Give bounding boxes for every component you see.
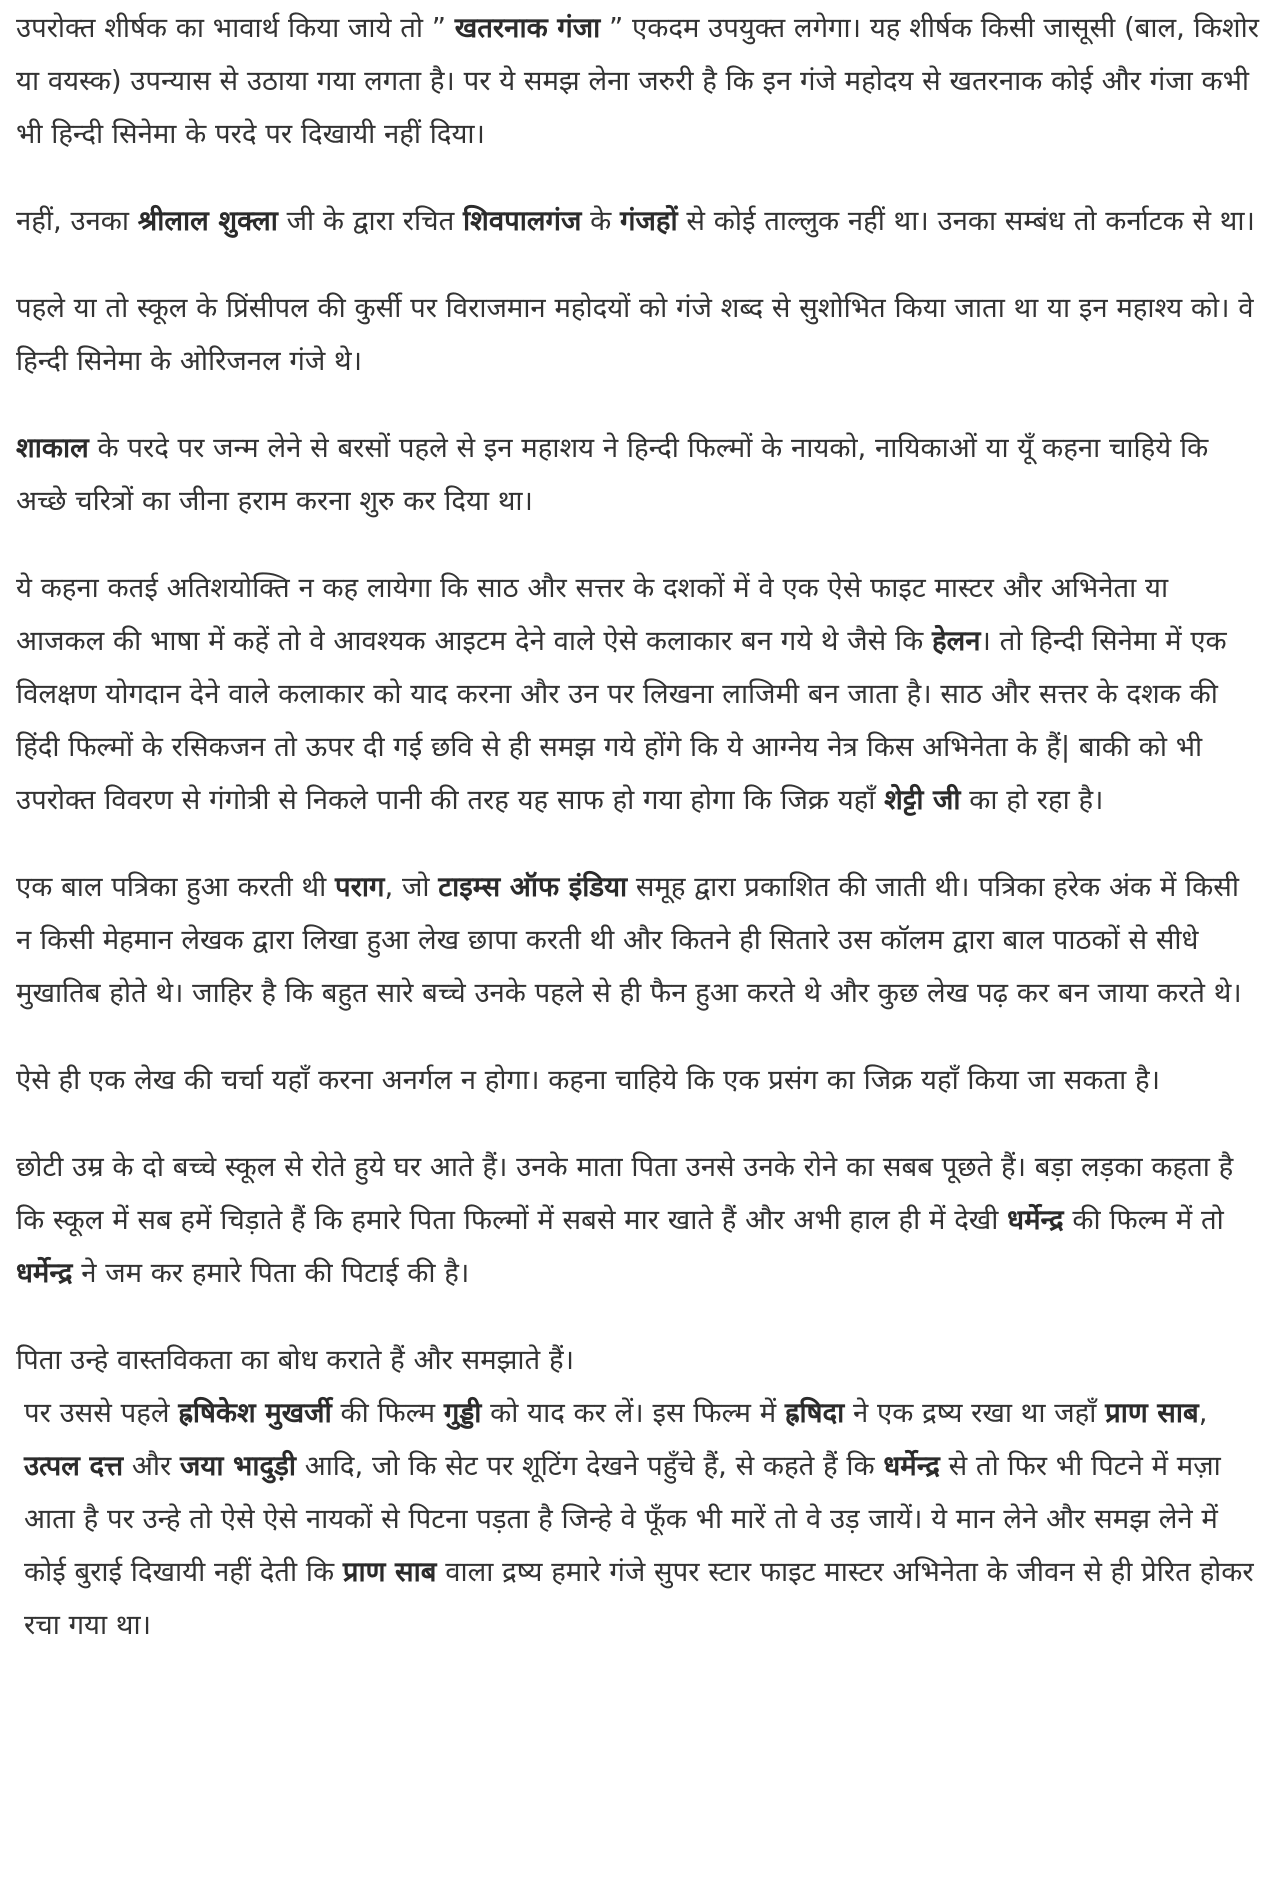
bold-term: शिवपालगंज xyxy=(463,205,582,237)
paragraph-text: की फिल्म xyxy=(331,1397,444,1429)
paragraph-2 xyxy=(16,195,1260,248)
paragraph-text: के xyxy=(581,205,621,237)
paragraph-3 xyxy=(16,282,1260,388)
bold-term: धर्मेन्द्र xyxy=(16,1257,73,1289)
paragraph-text: ये कहना कतई अतिशयोक्ति न कह लायेगा कि साठ और सत्तर के दशकों में वे एक ऐसे फाइट मास्टर और अभिनेता या आजकल की भाषा में कहें तो वे आवश्यक आइटम देने वाले ऐसे कलाकार बन गये थे जैसे कि xyxy=(16,572,1169,657)
paragraph-text: छोटी उम्र के दो बच्चे स्कूल से रोते हुये घर आते हैं। उनके माता पिता उनसे उनके रोने का सबब पूछते हैं। बड़ा लड़का कहता है कि स्कूल में सब हमें चिड़ाते हैं कि हमारे पिता फिल्मों में सबसे मार खाते हैं और अभी हाल ही में देखी xyxy=(16,1151,1234,1236)
paragraph-text: ने एक द्रष्य रखा था जहाँ xyxy=(844,1397,1106,1429)
paragraph-text: ऐसे ही एक लेख की चर्चा यहाँ करना अनर्गल न होगा। कहना चाहिये कि एक प्रसंग का जिक्र यहाँ किया जा सकता है। xyxy=(16,1064,1161,1096)
bold-term: धर्मेन्द्र xyxy=(883,1450,940,1482)
paragraph-4 xyxy=(16,422,1260,528)
bold-term: पराग xyxy=(334,871,385,903)
paragraph-text: के परदे पर जन्म लेने से बरसों पहले से इन महाशय ने हिन्दी फिल्मों के नायको, नायिकाओं या यूँ कहना चाहिये कि अच्छे चरित्रों का जीना हराम करना शुरु कर दिया था। xyxy=(16,432,1209,517)
paragraph-6 xyxy=(16,861,1260,1020)
bold-term: उत्पल दत्त xyxy=(24,1450,124,1482)
paragraph-text: का हो रहा है। xyxy=(960,784,1104,816)
paragraph-text: समूह द्वारा प्रकाशित की जाती थी। पत्रिका हरेक अंक में किसी न किसी मेहमान लेखक द्वारा लिखा हुआ लेख छापा करती थी और कितने ही सितारे उस कॉलम द्वारा बाल पाठकों से सीधे मुखातिब होते थे। जाहिर है कि बहुत सारे बच्चे उनके पहले से ही फैन हुआ करते थे और कुछ लेख पढ़ कर बन जाया करते थे। xyxy=(16,871,1242,1009)
paragraph-10 xyxy=(16,1387,1260,1652)
paragraph-text: जी के द्वारा रचित xyxy=(277,205,464,237)
paragraph-1 xyxy=(16,2,1260,161)
paragraph-text: और xyxy=(123,1450,180,1482)
bold-term: खतरनाक गंजा xyxy=(454,12,601,44)
article-body xyxy=(16,2,1260,1652)
paragraph-text: आदि, जो कि सेट पर शूटिंग देखने पहुँचे हैं, से कहते हैं कि xyxy=(295,1450,884,1482)
paragraph-text: उपरोक्त शीर्षक का भावार्थ किया जाये तो ” xyxy=(16,12,455,44)
paragraph-9 xyxy=(16,1334,1260,1387)
bold-term: ह्रषिकेश मुखर्जी xyxy=(178,1397,332,1429)
bold-term: शेट्टी जी xyxy=(884,784,961,816)
bold-term: गुड्डी xyxy=(443,1397,482,1429)
bold-term: ह्रषिदा xyxy=(784,1397,845,1429)
paragraph-text: , xyxy=(1198,1397,1208,1429)
paragraph-5 xyxy=(16,562,1260,827)
paragraph-text: पिता उन्हे वास्तविकता का बोध कराते हैं और समझाते हैं। xyxy=(16,1344,574,1376)
paragraph-text: पहले या तो स्कूल के प्रिंसीपल की कुर्सी पर विराजमान महोदयों को गंजे शब्द से सुशोभित किया जाता था या इन महाश्य को। वे हिन्दी सिनेमा के ओरिजनल गंजे थे। xyxy=(16,292,1254,377)
paragraph-text: पर उससे पहले xyxy=(24,1397,179,1429)
paragraph-text: । तो हिन्दी सिनेमा में एक विलक्षण योगदान देने वाले कलाकार को याद करना और उन पर लिखना लाजिमी बन जाता है। साठ और सत्तर के दशक की हिंदी फिल्मों के रसिकजन तो ऊपर दी गई छवि से ही समझ गये होंगे कि ये आग्नेय नेत्र किस अभिनेता के हैं| बाकी को भी उपरोक्त विवरण से गंगोत्री से निकले पानी की तरह यह साफ हो गया होगा कि जिक्र यहाँ xyxy=(16,625,1227,816)
bold-term: टाइम्स ऑफ इंडिया xyxy=(438,871,628,903)
paragraph-text: से तो फिर भी पिटने में मज़ा आता है पर उन्हे तो ऐसे ऐसे नायकों से पिटना पड़ता है जिन्हे वे फूँक भी मारें तो वे उड़ जायें। ये मान लेने और समझ लेने में कोई बुराई दिखायी नहीं देती कि xyxy=(24,1450,1221,1588)
bold-term: गंजहों xyxy=(620,205,678,237)
paragraph-text: एक बाल पत्रिका हुआ करती थी xyxy=(16,871,335,903)
bold-term: प्राण साब xyxy=(342,1556,437,1588)
bold-term: श्रीलाल शुक्ला xyxy=(137,205,278,237)
paragraph-text: की फिल्म में तो xyxy=(1063,1204,1224,1236)
bold-term: शाकाल xyxy=(16,432,89,464)
paragraph-8 xyxy=(16,1141,1260,1300)
paragraph-text: नहीं, उनका xyxy=(16,205,138,237)
paragraph-7 xyxy=(16,1054,1260,1107)
paragraph-text: को याद कर लें। इस फिल्म में xyxy=(481,1397,785,1429)
bold-term: हेलन xyxy=(931,625,981,657)
paragraph-text: से कोई ताल्लुक नहीं था। उनका सम्बंध तो कर्नाटक से था। xyxy=(677,205,1255,237)
paragraph-text: , जो xyxy=(384,871,439,903)
bold-term: प्राण साब xyxy=(1105,1397,1199,1429)
paragraph-text: वाला द्रष्य हमारे गंजे सुपर स्टार फाइट मास्टर अभिनेता के जीवन से ही प्रेरित होकर रचा गया था। xyxy=(24,1556,1254,1641)
bold-term: धर्मेन्द्र xyxy=(1007,1204,1064,1236)
paragraph-text: ” एकदम उपयुक्त लगेगा। यह शीर्षक किसी जासूसी (बाल, किशोर या वयस्क) उपन्यास से उठाया गया लगता है। पर ये समझ लेना जरुरी है कि इन गंजे महोदय से खतरनाक कोई और गंजा कभी भी हिन्दी सिनेमा के परदे पर दिखायी नहीं दिया। xyxy=(16,12,1259,150)
paragraph-text: ने जम कर हमारे पिता की पिटाई की है। xyxy=(72,1257,470,1289)
bold-term: जया भादुड़ी xyxy=(180,1450,296,1482)
